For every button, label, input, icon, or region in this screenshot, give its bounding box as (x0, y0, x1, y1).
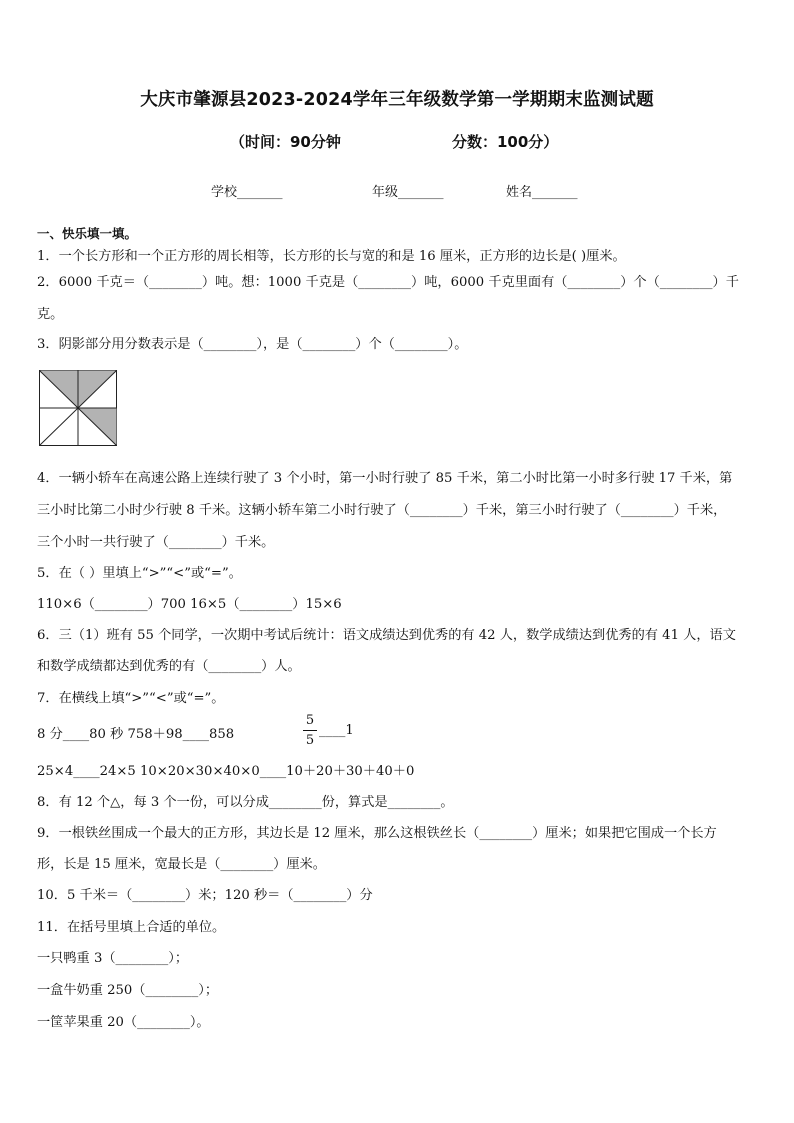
question-3: 3．阴影部分用分数表示是（________），是（________）个（________）。 (37, 337, 468, 352)
question-2: 2．6000 千克＝（________）吨。想：1000 千克是（________）吨，6000 千克里面有（________）个（________）千 (37, 275, 739, 290)
question-2-cont: 克。 (37, 307, 64, 322)
question-1: 1．一个长方形和一个正方形的周长相等，长方形的长与宽的和是 16 厘米，正方形的边长是( )厘米。 (37, 249, 626, 264)
time-info: （时间：90分钟 (230, 133, 341, 151)
question-6: 6．三（1）班有 55 个同学，一次期中考试后统计：语文成绩达到优秀的有 42 人，数学成绩达到优秀的有 41 人，语文 (37, 628, 736, 643)
fraction-numerator: 5 (305, 713, 315, 728)
question-4-cont2: 三个小时一共行驶了（________）千米。 (37, 535, 275, 550)
name-field: 姓名_______ (506, 185, 578, 200)
fraction (303, 713, 317, 748)
question-11-b: 一盒牛奶重 250（________）； (37, 983, 219, 998)
question-11-c: 一筐苹果重 20（________）。 (37, 1015, 210, 1030)
section-heading: 一、快乐填一填。 (37, 226, 138, 241)
question-9-cont: 形，长是 15 厘米，宽最长是（________）厘米。 (37, 857, 326, 872)
question-8: 8．有 12 个△，每 3 个一份，可以分成________份，算式是________。 (37, 795, 454, 810)
question-10: 10．5 千米＝（________）米；120 秒＝（________）分 (37, 888, 373, 903)
question-4-cont: 三小时比第二小时少行驶 8 千米。这辆小轿车第二小时行驶了（________）千米，第三小时行驶了（________）千米， (37, 503, 727, 518)
page-title: 大庆市肇源县2023-2024学年三年级数学第一学期期末监测试题 (140, 90, 654, 110)
question-11: 11．在括号里填上合适的单位。 (37, 920, 226, 935)
school-field: 学校_______ (211, 185, 283, 200)
grade-field: 年级_______ (372, 185, 444, 200)
question-7-row2: 25×4____24×5 10×20×30×40×0____10＋20＋30＋40＋0 (37, 764, 415, 779)
question-5: 5．在（ ）里填上“>”“<”或“=”。 (37, 566, 242, 581)
question-4: 4．一辆小轿车在高速公路上连续行驶了 3 个小时，第一小时行驶了 85 千米，第二小时比第一小时多行驶 17 千米，第 (37, 471, 733, 486)
score-info: 分数：100分） (452, 133, 559, 151)
question-5-items: 110×6（________）700 16×5（________）15×6 (37, 597, 342, 612)
question-9: 9．一根铁丝围成一个最大的正方形，其边长是 12 厘米，那么这根铁丝长（________）厘米；如果把它围成一个长方 (37, 826, 717, 841)
question-11-a: 一只鸭重 3（________）； (37, 951, 189, 966)
question-7: 7．在横线上填“>”“<”或“=”。 (37, 691, 225, 706)
question-7-row1: 8 分____80 秒 758＋98____858 (37, 727, 235, 742)
fraction-denominator: 5 (305, 733, 315, 748)
question-6-cont: 和数学成绩都达到优秀的有（________）人。 (37, 659, 301, 674)
square-divided-shaded-icon (39, 370, 117, 446)
question-7-row1-tail: ____1 (319, 723, 354, 738)
